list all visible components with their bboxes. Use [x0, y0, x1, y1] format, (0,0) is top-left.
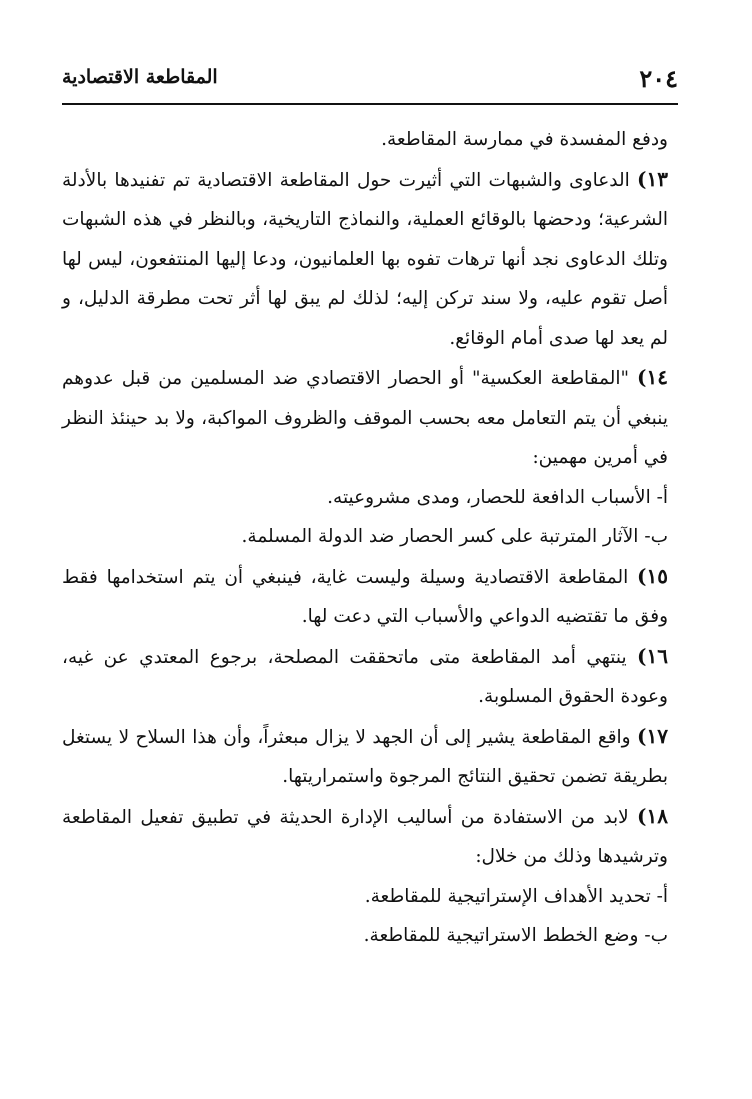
point-number: ١٥) [637, 563, 668, 588]
paragraph-14 [62, 358, 668, 478]
paragraph-16 [62, 637, 668, 717]
paragraph-text: لابد من الاستفادة من أساليب الإدارة الحديثة في تطبيق تفعيل المقاطعة وترشيدها وذلك من خلال: [62, 806, 668, 867]
point-number: ١٤) [637, 365, 668, 389]
sub-item-text: ب- الآثار المترتبة على كسر الحصار ضد الدولة المسلمة. [241, 526, 668, 547]
point-number: ١٧) [637, 723, 668, 748]
paragraph-text: الدعاوى والشبهات التي أثيرت حول المقاطعة الاقتصادية تم تفنيدها بالأدلة الشرعية؛ ودحضها بالوقائع العملية، والنماذج التاريخية، وبالنظر في هذه الشبهات وتلك الدعاوى نجد أنها ترهات تفوه بها العلمانيون، ودعا إليها المنتفعون، ليس لها أصل تقوم عليه، ولا سند تركن إليه؛ لذلك لم يبق لها أثر تحت مطرقة الدليل، و لم يعد لها صدى أمام الوقائع. [62, 169, 668, 349]
point-number: ١٦) [637, 643, 668, 668]
paragraph-13 [62, 160, 668, 359]
header-divider [62, 103, 678, 105]
page-header [62, 58, 678, 98]
sub-item-18-a [62, 877, 668, 917]
page-number: ٢٠٤ [639, 64, 678, 93]
sub-item-18-b [62, 916, 668, 956]
point-number: ١٣) [637, 166, 668, 191]
sub-item-text: أ- الأسباب الدافعة للحصار، ومدى مشروعيته. [327, 486, 668, 508]
sub-item-14-b [62, 517, 668, 557]
sub-item-text: ب- وضع الخطط الاستراتيجية للمقاطعة. [363, 925, 668, 946]
paragraph-text: واقع المقاطعة يشير إلى أن الجهد لا يزال مبعثراً، وأن هذا السلاح لا يستغل بطريقة تضمن تحقيق النتائج المرجوة واستمراريتها. [62, 726, 668, 787]
paragraph-text: المقاطعة الاقتصادية وسيلة وليست غاية، فينبغي أن يتم استخدامها فقط وفق ما تقتضيه الدواعي والأسباب التي دعت لها. [62, 566, 668, 627]
paragraph-18 [62, 797, 668, 877]
paragraph-text: "المقاطعة العكسية" أو الحصار الاقتصادي ضد المسلمين من قبل عدوهم ينبغي أن يتم التعامل معه بحسب الموقف والظروف المواكبة، ولا بد حينئذ النظر في أمرين مهمين: [62, 368, 668, 468]
paragraph-17 [62, 717, 668, 797]
running-title: المقاطعة الاقتصادية [62, 66, 218, 88]
paragraph-text: ودفع المفسدة في ممارسة المقاطعة. [381, 129, 668, 150]
paragraph-15 [62, 557, 668, 637]
sub-item-14-a [62, 478, 668, 518]
sub-item-text: أ- تحديد الأهداف الإستراتيجية للمقاطعة. [364, 885, 668, 907]
paragraph-continuation [62, 120, 668, 160]
page-body [62, 120, 668, 956]
paragraph-text: ينتهي أمد المقاطعة متى ماتحققت المصلحة، برجوع المعتدي عن غيه، وعودة الحقوق المسلوبة. [62, 646, 668, 707]
point-number: ١٨) [637, 803, 668, 828]
